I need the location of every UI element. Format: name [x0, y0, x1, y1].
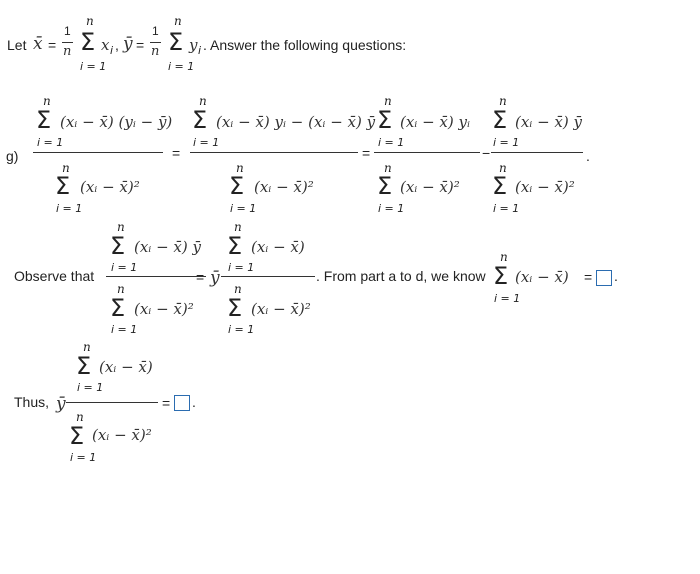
sigma-symbol-2: Σ — [168, 28, 184, 56]
t-den-sigma: Σ — [69, 422, 85, 450]
f2-denominator: (xᵢ − x̄)² — [254, 178, 314, 196]
eq-1: = — [172, 145, 181, 161]
ob-den-lower: i = 1 — [228, 323, 255, 336]
intro-question-text: . Answer the following questions: — [203, 37, 407, 53]
os-period: . — [614, 268, 618, 284]
oa-numerator: (xᵢ − x̄) ȳ — [134, 238, 201, 256]
oa-denominator: (xᵢ − x̄)² — [134, 300, 194, 318]
observe-y-bar: ȳ — [210, 268, 220, 288]
sigma-symbol: Σ — [80, 28, 96, 56]
f3-num-lower: i = 1 — [378, 136, 405, 149]
oa-num-lower: i = 1 — [111, 261, 138, 274]
t-numerator: (xᵢ − x̄) — [99, 358, 153, 376]
os-upper: n — [500, 250, 508, 264]
question-label: g) — [6, 148, 19, 164]
upper-limit-n-2: n — [174, 14, 182, 28]
f4-denominator: (xᵢ − x̄)² — [515, 178, 575, 196]
from-part-text: . From part a to d, we know — [316, 268, 486, 284]
f3-num-upper: n — [384, 94, 392, 108]
f1-numerator: (xᵢ − x̄) (yᵢ − ȳ) — [60, 113, 173, 131]
thus-eq: = — [162, 395, 171, 411]
f2-den-lower: i = 1 — [230, 202, 257, 215]
f2-num-upper: n — [199, 94, 207, 108]
f3-den-lower: i = 1 — [378, 202, 405, 215]
upper-limit-n: n — [86, 14, 94, 28]
f4-den-upper: n — [499, 161, 507, 175]
minus-sign: − — [482, 145, 491, 161]
ob-den-upper: n — [234, 282, 242, 296]
frac-n: n — [63, 44, 72, 59]
ob-numerator: (xᵢ − x̄) — [251, 238, 305, 256]
f4-den-lower: i = 1 — [493, 202, 520, 215]
f3-numerator: (xᵢ − x̄) yᵢ — [400, 113, 471, 131]
t-den-lower: i = 1 — [70, 451, 97, 464]
oa-num-upper: n — [117, 220, 125, 234]
os-eq: = — [584, 269, 593, 285]
t-num-lower: i = 1 — [77, 381, 104, 394]
oa-num-sigma: Σ — [110, 232, 126, 260]
lower-limit-2: i = 1 — [168, 60, 195, 73]
let-text: Let — [7, 37, 27, 53]
ob-denominator: (xᵢ − x̄)² — [251, 300, 311, 318]
os-lower: i = 1 — [494, 292, 521, 305]
ob-num-upper: n — [234, 220, 242, 234]
f2-den-upper: n — [236, 161, 244, 175]
f3-den-sigma: Σ — [377, 172, 393, 200]
f2-num-lower: i = 1 — [193, 136, 220, 149]
y-i-symbol: y — [189, 36, 198, 54]
thus-y-bar: ȳ — [56, 394, 66, 414]
frac-one-2: 1 — [152, 24, 159, 38]
lower-limit: i = 1 — [80, 60, 107, 73]
equals-sign: = — [48, 37, 57, 53]
ob-num-lower: i = 1 — [228, 261, 255, 274]
f2-numerator: (xᵢ − x̄) yᵢ − (xᵢ − x̄) ȳ — [216, 113, 376, 131]
oa-den-lower: i = 1 — [111, 323, 138, 336]
f4-den-sigma: Σ — [492, 172, 508, 200]
t-num-sigma: Σ — [76, 352, 92, 380]
oa-den-sigma: Σ — [110, 294, 126, 322]
t-den-upper: n — [76, 410, 84, 424]
subscript-i-2: i — [198, 44, 202, 57]
thus-period: . — [192, 394, 196, 410]
frac-n-2: n — [151, 44, 160, 59]
ob-num-sigma: Σ — [227, 232, 243, 260]
t-num-upper: n — [83, 340, 91, 354]
f1-num-sigma: Σ — [36, 106, 52, 134]
f1-den-upper: n — [62, 161, 70, 175]
f4-numerator: (xᵢ − x̄) ȳ — [515, 113, 582, 131]
f1-den-lower: i = 1 — [56, 202, 83, 215]
equals-sign-2: = — [136, 37, 145, 53]
f4-num-lower: i = 1 — [493, 136, 520, 149]
x-bar-symbol: x̄ — [33, 34, 43, 54]
y-bar-symbol: ȳ — [123, 34, 133, 54]
comma: , — [115, 37, 119, 53]
os-term: (xᵢ − x̄) — [515, 268, 569, 286]
answer-box-2[interactable] — [174, 395, 190, 411]
f3-num-sigma: Σ — [377, 106, 393, 134]
subscript-i: i — [110, 44, 114, 57]
f2-den-sigma: Σ — [229, 172, 245, 200]
f1-denominator: (xᵢ − x̄)² — [80, 178, 140, 196]
os-sigma: Σ — [493, 262, 509, 290]
frac-one: 1 — [64, 24, 71, 38]
f3-den-upper: n — [384, 161, 392, 175]
observe-label: Observe that — [14, 268, 95, 284]
f4-num-sigma: Σ — [492, 106, 508, 134]
eq-2: = — [362, 145, 371, 161]
period: . — [586, 148, 590, 164]
f3-denominator: (xᵢ − x̄)² — [400, 178, 460, 196]
f1-num-lower: i = 1 — [37, 136, 64, 149]
observe-eq: = — [196, 269, 205, 285]
f2-num-sigma: Σ — [192, 106, 208, 134]
f1-den-sigma: Σ — [55, 172, 71, 200]
x-i-symbol: x — [101, 36, 110, 54]
thus-label: Thus, — [14, 394, 50, 410]
oa-den-upper: n — [117, 282, 125, 296]
ob-den-sigma: Σ — [227, 294, 243, 322]
f4-num-upper: n — [499, 94, 507, 108]
t-denominator: (xᵢ − x̄)² — [92, 426, 152, 444]
f1-num-upper: n — [43, 94, 51, 108]
answer-box-1[interactable] — [596, 270, 612, 286]
